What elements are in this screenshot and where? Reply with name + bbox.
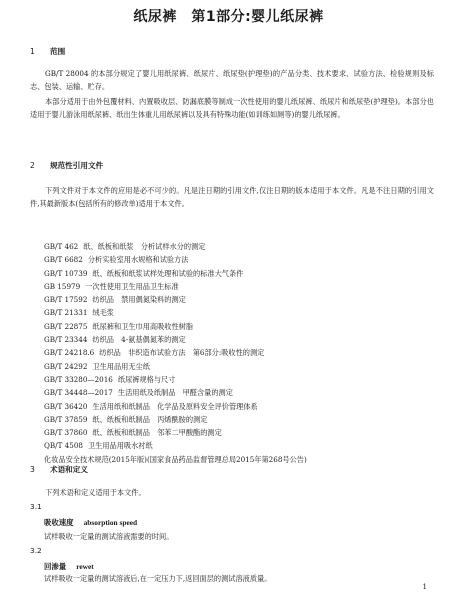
list-item — [44, 280, 307, 293]
reference-code: GB/T 10739 — [44, 268, 88, 278]
term-name-en: rewet — [76, 562, 94, 571]
section-title: 范围 — [50, 47, 66, 56]
section-number: 3 — [30, 465, 35, 474]
reference-list — [44, 240, 307, 466]
term-name-zh: 吸收速度 — [44, 518, 74, 527]
scope-paragraph: 本部分适用于由外包覆材料、内置吸收层、防漏底膜等制成一次性使用的婴儿纸尿裤、纸尿片和纸尿垫(护理垫)。本部分也适用于婴儿游泳用纸尿裤、纸出生体重儿用纸尿裤以及具有特殊功能(如训练如厕等)的婴儿纸尿裤。 — [30, 97, 434, 120]
list-item — [44, 240, 307, 253]
list-item — [44, 373, 307, 386]
reference-title: 纸尿裤规格与尺寸 — [117, 374, 176, 384]
section-number: 1 — [30, 47, 35, 56]
reference-code: GB/T 17592 — [44, 295, 88, 305]
reference-title: 纸尿裤和卫生巾用高吸收性树脂 — [92, 321, 194, 331]
list-item — [44, 293, 307, 306]
reference-code: GB/T 24218.6 — [44, 348, 95, 358]
term-definition: 试样吸收一定量的测试溶液后,在一定压力下,返回面层的测试溶液质量。 — [44, 574, 272, 583]
list-item — [44, 413, 307, 426]
reference-code: GB/T 24292 — [44, 361, 88, 371]
list-item — [44, 253, 307, 266]
reference-code: GB/T 33280—2016 — [44, 374, 113, 384]
section-scope-heading — [30, 46, 65, 57]
term-number: 3.2 — [30, 546, 42, 555]
reference-code: GB/T 6682 — [44, 255, 83, 265]
reference-title: 绒毛浆 — [92, 308, 114, 318]
reference-title: 卫生用品用无尘纸 — [92, 361, 150, 371]
reference-title: 纺织品 禁用偶氮染料的测定 — [92, 295, 186, 305]
list-item — [44, 360, 307, 373]
list-item — [44, 426, 307, 439]
term-name-en: absorption speed — [83, 518, 138, 527]
page-number: 1 — [422, 583, 427, 591]
list-item — [44, 267, 307, 280]
reference-code: QB/T 4508 — [44, 441, 83, 451]
reference-title: 生活用纸和纸制品 化学品及原料安全评价管理体系 — [92, 401, 258, 411]
reference-title: 卫生用品用吸水衬纸 — [87, 441, 153, 451]
reference-title: 纸、纸板和纸制品 丙烯酰胺的测定 — [92, 414, 208, 424]
reference-title: 纸、纸板和纸制品 邻苯二甲酸酯的测定 — [92, 428, 222, 438]
term-name — [44, 561, 94, 572]
reference-title: 分析实验室用水规格和试验方法 — [87, 255, 189, 265]
section-title: 规范性引用文件 — [50, 161, 104, 170]
reference-title: 纸、纸板和纸浆试样处理和试验的标准大气条件 — [92, 268, 244, 278]
term-definition: 试样吸收一定量的测试溶液需要的时间。 — [44, 532, 174, 541]
list-item — [44, 439, 307, 452]
reference-code: GB/T 34448—2017 — [44, 388, 113, 398]
section-normative-heading — [30, 160, 103, 171]
normative-intro: 下列文件对于本文件的应用是必不可少的。凡是注日期的引用文件,仅注日期的版本适用于本文件。凡是不注日期的引用文件,其最新版本(包括所有的修改单)适用于本文件。 — [30, 186, 434, 209]
reference-code: GB/T 23344 — [44, 335, 88, 345]
document-title: 纸尿裤 第1部分:婴儿纸尿裤 — [133, 9, 324, 25]
reference-code: GB 15979 — [44, 281, 81, 291]
reference-title: 纸、纸板和纸浆 分析试样水分的测定 — [83, 242, 206, 251]
term-name — [44, 517, 137, 528]
reference-title: 纺织品 4-氨基偶氮苯的测定 — [92, 335, 186, 345]
reference-code: GB/T 21331 — [44, 308, 88, 318]
list-item — [44, 333, 307, 346]
list-item — [44, 346, 307, 359]
section-number: 2 — [30, 161, 35, 170]
list-item — [44, 320, 307, 333]
term-number: 3.1 — [30, 502, 42, 511]
list-item — [44, 386, 307, 399]
section-title: 术语和定义 — [50, 465, 88, 474]
list-item — [44, 400, 307, 413]
reference-code: GB/T 37860 — [44, 428, 88, 438]
reference-title: 纺织品 非织造布试验方法 第6部分:吸收性的测定 — [99, 348, 265, 358]
term-name-zh: 回渗量 — [44, 562, 67, 571]
reference-title: 一次性使用卫生用品卫生标准 — [85, 281, 179, 291]
reference-code: GB/T 462 — [44, 242, 79, 251]
reference-code: GB/T 36420 — [44, 401, 88, 411]
scope-paragraph: GB/T 28004 的本部分规定了婴儿用纸尿裤、纸尿片、纸尿垫(护理垫)的产品分类、技术要求、试验方法、检验规则及标志、包装、运输、贮存。 — [30, 69, 434, 92]
reference-title: 生活用纸及纸制品 甲醛含量的测定 — [117, 388, 233, 398]
list-item — [44, 306, 307, 319]
terms-intro: 下列术语和定义适用于本文件。 — [45, 488, 146, 497]
reference-code: GB/T 22875 — [44, 321, 88, 331]
reference-title: 化妆品安全技术规范(2015年版)(国家食品药品监督管理总局2015年第268号公告) — [44, 454, 307, 464]
reference-code: GB/T 37859 — [44, 414, 88, 424]
section-terms-heading — [30, 464, 88, 475]
